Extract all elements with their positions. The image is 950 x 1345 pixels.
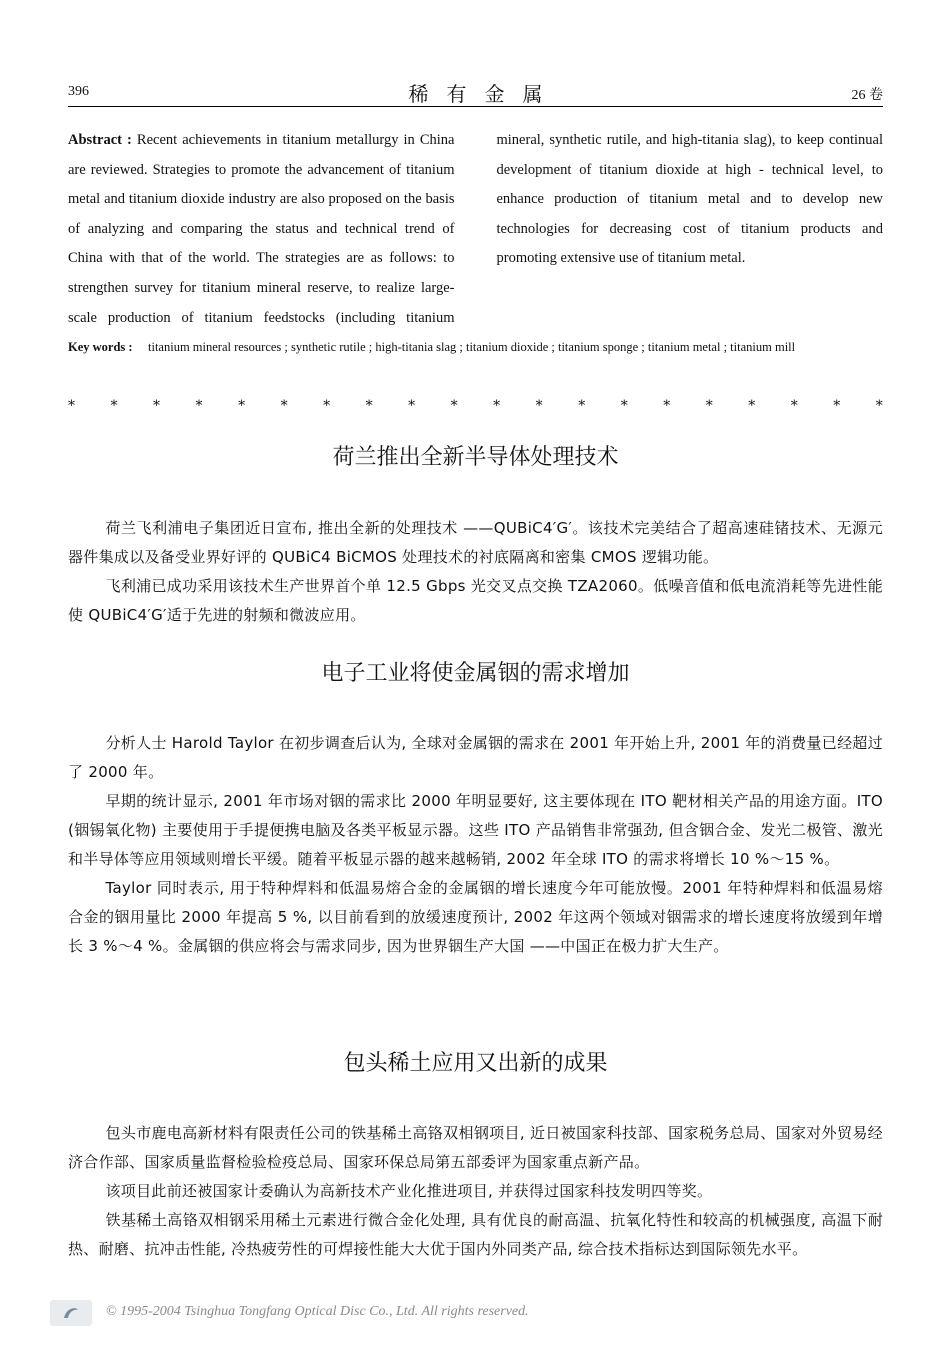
- article-paragraph: 分析人士 Harold Taylor 在初步调查后认为, 全球对金属铟的需求在 2001 年开始上升, 2001 年的消费量已经超过了 2000 年。: [68, 734, 883, 781]
- separator-star: *: [535, 398, 543, 414]
- article-paragraph: 包头市鹿电高新材料有限责任公司的铁基稀土高铬双相钢项目, 近日被国家科技部、国家税务总局、国家对外贸易经济合作部、国家质量监督检验检疫总局、国家环保总局第五部委评为国家重点新产品。: [68, 1124, 883, 1171]
- separator-star: *: [833, 398, 841, 414]
- separator-star: *: [450, 398, 458, 414]
- separator-star: *: [620, 398, 628, 414]
- separator-star: *: [365, 398, 373, 414]
- article-paragraph: 该项目此前还被国家计委确认为高新技术产业化推进项目, 并获得过国家科技发明四等奖。: [105, 1182, 713, 1200]
- keywords-label: Key words :: [68, 340, 133, 354]
- keywords: [68, 334, 883, 361]
- separator-star: *: [663, 398, 671, 414]
- star-separator: [68, 398, 883, 414]
- abstract: [68, 126, 883, 336]
- article-baotou-rare-earth: [68, 1046, 883, 1264]
- article-indium-demand: [68, 656, 883, 961]
- article-paragraph: 早期的统计显示, 2001 年市场对铟的需求比 2000 年明显要好, 这主要体现在 ITO 靶材相关产品的用途方面。ITO (铟锡氧化物) 主要使用于手提便携电脑及各类平板显示器。这些 ITO 产品销售非常强劲, 但含铟合金、发光二极管、激光和半导体等应用领域则增长平缓。随着平板显示器的越来越畅销, 2002 年全球 ITO 的需求将增长 10 %～15 %。: [68, 792, 883, 868]
- separator-star: *: [280, 398, 288, 414]
- article-title: 电子工业将使金属铟的需求增加: [321, 661, 630, 686]
- page-footer: [50, 1300, 890, 1330]
- separator-star: *: [790, 398, 798, 414]
- separator-star: *: [238, 398, 246, 414]
- page-header: [68, 78, 883, 104]
- separator-star: *: [110, 398, 118, 414]
- article-paragraph: 铁基稀土高铬双相钢采用稀土元素进行微合金化处理, 具有优良的耐高温、抗氧化特性和较高的机械强度, 高温下耐热、耐磨、抗冲击性能, 冷热疲劳性的可焊接性能大大优于国内外同类产品, 综合技术指标达到国际领先水平。: [68, 1211, 883, 1258]
- separator-star: *: [875, 398, 883, 414]
- journal-title: 稀有金属: [408, 82, 561, 106]
- article-paragraph: 飞利浦已成功采用该技术生产世界首个单 12.5 Gbps 光交叉点交换 TZA2060。低噪音值和低电流消耗等先进性能使 QUBiC4′G′适于先进的射频和微波应用。: [68, 577, 883, 624]
- separator-star: *: [578, 398, 586, 414]
- separator-star: *: [408, 398, 416, 414]
- copyright-notice: © 1995-2004 Tsinghua Tongfang Optical Disc Co., Ltd. All rights reserved.: [106, 1304, 529, 1319]
- article-title: 包头稀土应用又出新的成果: [343, 1051, 608, 1076]
- article-philips-semiconductor: [68, 440, 883, 630]
- abstract-text: Recent achievements in titanium metallurgy in China are reviewed. Strategies to promote the advancement of titanium metal and titanium dioxide industry are also proposed on the basis of analyzing and comparing the status and technical trend of China with that of the world. The strategies are as follows: to strengthen survey for titanium mineral reserve, to realize large-scale production of titanium feedstocks (including titanium mineral, synthetic rutile, and high-titania slag), to keep continual development of titanium dioxide at high - technical level, to enhance production of titanium metal and to develop new technologies for decreasing cost of titanium products and promoting extensive use of titanium metal.: [68, 132, 883, 326]
- publisher-logo-icon: [50, 1300, 92, 1326]
- separator-star: *: [705, 398, 713, 414]
- separator-star: *: [323, 398, 331, 414]
- separator-star: *: [748, 398, 756, 414]
- separator-star: *: [68, 398, 75, 414]
- keywords-text: titanium mineral resources ; synthetic rutile ; high-titania slag ; titanium dioxide ; titanium sponge ; titanium metal ; titanium mill: [148, 340, 796, 354]
- separator-star: *: [153, 398, 161, 414]
- header-divider: [68, 106, 883, 107]
- separator-star: *: [493, 398, 501, 414]
- page-number: 396: [68, 84, 89, 99]
- article-paragraph: 荷兰飞利浦电子集团近日宣布, 推出全新的处理技术 ——QUBiC4′G′。该技术完美结合了超高速硅锗技术、无源元器件集成以及备受业界好评的 QUBiC4 BiCMOS 处理技术的衬底隔离和密集 CMOS 逻辑功能。: [68, 519, 883, 566]
- volume-label: 26 卷: [851, 88, 883, 103]
- abstract-label: Abstract :: [68, 132, 132, 148]
- article-paragraph: Taylor 同时表示, 用于特种焊料和低温易熔合金的金属铟的增长速度今年可能放慢。2001 年特种焊料和低温易熔合金的铟用量比 2000 年提高 5 %, 以目前看到的放缓速度预计, 2002 年这两个领域对铟需求的增长速度将放缓到年增长 3 %～4 %。金属铟的供应将会与需求同步, 因为世界铟生产大国 ——中国正在极力扩大生产。: [68, 879, 883, 955]
- separator-star: *: [195, 398, 203, 414]
- article-title: 荷兰推出全新半导体处理技术: [332, 445, 619, 470]
